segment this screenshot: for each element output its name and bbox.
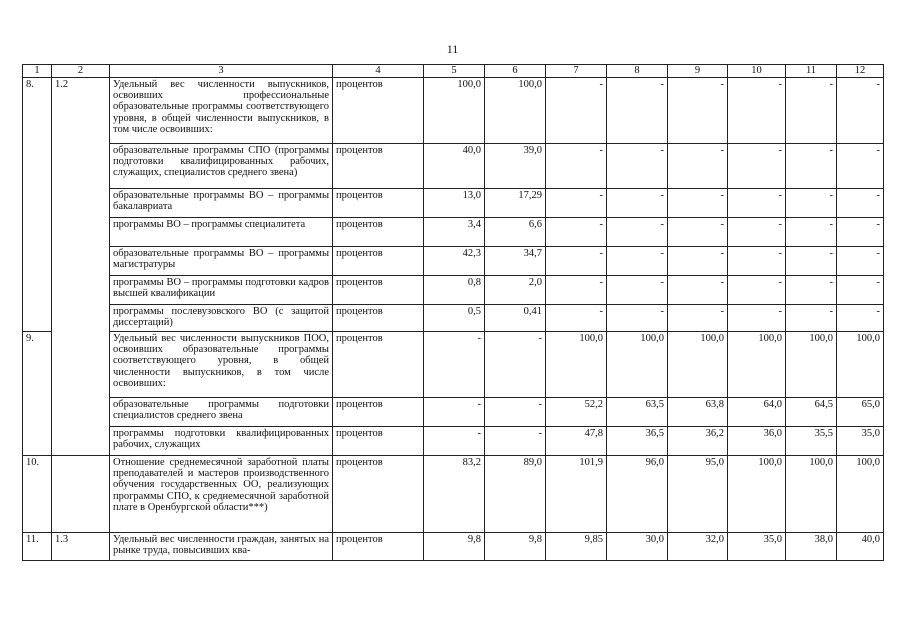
value-cell: 35,5 [786, 427, 837, 456]
value-cell: - [424, 398, 485, 427]
value-cell: 63,8 [668, 398, 728, 427]
table-row [23, 332, 884, 398]
indicator-text: программы подготовки квалифицированных рабочих, служащих [110, 427, 333, 456]
value-cell: - [786, 276, 837, 305]
value-cell: - [668, 276, 728, 305]
value-cell: 36,5 [607, 427, 668, 456]
value-cell: - [728, 144, 786, 189]
row-number: 11. [23, 533, 52, 561]
value-cell: 100,0 [424, 78, 485, 144]
value-cell: - [424, 332, 485, 398]
value-cell: 39,0 [485, 144, 546, 189]
value-cell: 32,0 [668, 533, 728, 561]
value-cell: 83,2 [424, 456, 485, 533]
value-cell: - [607, 78, 668, 144]
indicator-text: Удельный вес численности выпускников ПОО, освоивших образовательные программы соответствующего уровня, в общей численности выпускников, в том числе освоивших: [110, 332, 333, 398]
value-cell: - [728, 189, 786, 218]
value-cell: 0,8 [424, 276, 485, 305]
value-cell: 100,0 [837, 332, 884, 398]
value-cell: 100,0 [786, 456, 837, 533]
row-code: 1.3 [52, 533, 110, 561]
value-cell: 100,0 [728, 332, 786, 398]
value-cell: - [424, 427, 485, 456]
value-cell: 0,41 [485, 305, 546, 332]
indicator-text: Удельный вес численности выпускников, освоивших профессиональные образовательные программы соответствующего уровня, в общей численности выпускников, в том числе освоивших: [110, 78, 333, 144]
value-cell: - [728, 276, 786, 305]
value-cell: - [786, 78, 837, 144]
value-cell: 0,5 [424, 305, 485, 332]
value-cell: - [546, 78, 607, 144]
unit-cell: процентов [333, 456, 424, 533]
table-row [23, 427, 884, 456]
row-code [52, 456, 110, 533]
value-cell: 52,2 [546, 398, 607, 427]
value-cell: 9,8 [485, 533, 546, 561]
unit-cell: процентов [333, 189, 424, 218]
value-cell: - [837, 144, 884, 189]
unit-cell: процентов [333, 305, 424, 332]
value-cell: - [668, 78, 728, 144]
column-header: 3 [110, 65, 333, 78]
column-header: 4 [333, 65, 424, 78]
value-cell: 6,6 [485, 218, 546, 247]
indicator-text: Удельный вес численности граждан, занятых на рынке труда, повысивших ква- [110, 533, 333, 561]
column-header: 5 [424, 65, 485, 78]
value-cell: - [607, 218, 668, 247]
value-cell: 17,29 [485, 189, 546, 218]
table-row [23, 189, 884, 218]
value-cell: - [786, 144, 837, 189]
value-cell: - [786, 189, 837, 218]
indicator-text: программы ВО – программы подготовки кадров высшей квалификации [110, 276, 333, 305]
value-cell: 100,0 [546, 332, 607, 398]
table-row [23, 247, 884, 276]
value-cell: 38,0 [786, 533, 837, 561]
value-cell: 96,0 [607, 456, 668, 533]
indicator-text: образовательные программы ВО – программы магистратуры [110, 247, 333, 276]
value-cell: - [546, 305, 607, 332]
value-cell: - [668, 144, 728, 189]
table-row [23, 533, 884, 561]
value-cell: - [837, 189, 884, 218]
value-cell: - [546, 218, 607, 247]
value-cell: 35,0 [728, 533, 786, 561]
value-cell: 34,7 [485, 247, 546, 276]
value-cell: - [837, 305, 884, 332]
table-row [23, 218, 884, 247]
table-row [23, 398, 884, 427]
indicator-text: Отношение среднемесячной заработной платы преподавателей и мастеров производственного обучения государственных ОО, реализующих программы СПО, к среднемесячной заработной плате в Оренбургской области***) [110, 456, 333, 533]
unit-cell: процентов [333, 144, 424, 189]
value-cell: 101,9 [546, 456, 607, 533]
value-cell: 65,0 [837, 398, 884, 427]
value-cell: 47,8 [546, 427, 607, 456]
page-number: 11 [446, 42, 459, 56]
row-code: 1.2 [52, 78, 110, 456]
value-cell: 36,0 [728, 427, 786, 456]
value-cell: 42,3 [424, 247, 485, 276]
unit-cell: процентов [333, 78, 424, 144]
value-cell: 100,0 [837, 456, 884, 533]
unit-cell: процентов [333, 218, 424, 247]
value-cell: 100,0 [485, 78, 546, 144]
column-header: 10 [728, 65, 786, 78]
value-cell: - [837, 276, 884, 305]
unit-cell: процентов [333, 533, 424, 561]
unit-cell: процентов [333, 398, 424, 427]
column-header: 6 [485, 65, 546, 78]
value-cell: - [786, 305, 837, 332]
column-header: 2 [52, 65, 110, 78]
value-cell: - [728, 247, 786, 276]
value-cell: - [837, 218, 884, 247]
value-cell: - [607, 276, 668, 305]
value-cell: 9,8 [424, 533, 485, 561]
indicator-text: программы ВО – программы специалитета [110, 218, 333, 247]
value-cell: - [728, 305, 786, 332]
value-cell: - [668, 189, 728, 218]
value-cell: - [485, 427, 546, 456]
value-cell: 89,0 [485, 456, 546, 533]
value-cell: - [668, 305, 728, 332]
unit-cell: процентов [333, 247, 424, 276]
value-cell: - [607, 189, 668, 218]
value-cell: - [607, 144, 668, 189]
indicator-text: программы послевузовского ВО (с защитой диссертаций) [110, 305, 333, 332]
value-cell: - [607, 247, 668, 276]
table-row [23, 276, 884, 305]
column-header: 8 [607, 65, 668, 78]
value-cell: - [485, 332, 546, 398]
indicator-text: образовательные программы СПО (программы подготовки квалифицированных рабочих, служащих, специалистов среднего звена) [110, 144, 333, 189]
table-row [23, 456, 884, 533]
value-cell: - [668, 247, 728, 276]
value-cell: - [728, 218, 786, 247]
column-header: 1 [23, 65, 52, 78]
column-header: 7 [546, 65, 607, 78]
value-cell: 35,0 [837, 427, 884, 456]
value-cell: 100,0 [786, 332, 837, 398]
value-cell: 3,4 [424, 218, 485, 247]
row-number: 8. [23, 78, 52, 332]
column-header: 12 [837, 65, 884, 78]
value-cell: 9,85 [546, 533, 607, 561]
table-row [23, 144, 884, 189]
value-cell: 63,5 [607, 398, 668, 427]
value-cell: 2,0 [485, 276, 546, 305]
unit-cell: процентов [333, 332, 424, 398]
value-cell: - [546, 276, 607, 305]
table-row [23, 78, 884, 144]
value-cell: 64,5 [786, 398, 837, 427]
indicator-text: образовательные программы ВО – программы бакалавриата [110, 189, 333, 218]
value-cell: 100,0 [728, 456, 786, 533]
value-cell: 13,0 [424, 189, 485, 218]
unit-cell: процентов [333, 427, 424, 456]
value-cell: 36,2 [668, 427, 728, 456]
value-cell: - [546, 247, 607, 276]
column-header: 9 [668, 65, 728, 78]
value-cell: 100,0 [607, 332, 668, 398]
indicators-table [22, 64, 884, 561]
header-row [23, 65, 884, 78]
indicator-text: образовательные программы подготовки специалистов среднего звена [110, 398, 333, 427]
table-row [23, 305, 884, 332]
value-cell: - [485, 398, 546, 427]
value-cell: - [668, 218, 728, 247]
value-cell: 30,0 [607, 533, 668, 561]
value-cell: - [546, 189, 607, 218]
value-cell: - [546, 144, 607, 189]
column-header: 11 [786, 65, 837, 78]
value-cell: - [607, 305, 668, 332]
value-cell: - [837, 247, 884, 276]
value-cell: 40,0 [424, 144, 485, 189]
value-cell: 95,0 [668, 456, 728, 533]
row-number: 10. [23, 456, 52, 533]
value-cell: - [837, 78, 884, 144]
value-cell: 40,0 [837, 533, 884, 561]
row-number: 9. [23, 332, 52, 456]
value-cell: - [786, 247, 837, 276]
value-cell: - [728, 78, 786, 144]
value-cell: - [786, 218, 837, 247]
value-cell: 100,0 [668, 332, 728, 398]
value-cell: 64,0 [728, 398, 786, 427]
unit-cell: процентов [333, 276, 424, 305]
